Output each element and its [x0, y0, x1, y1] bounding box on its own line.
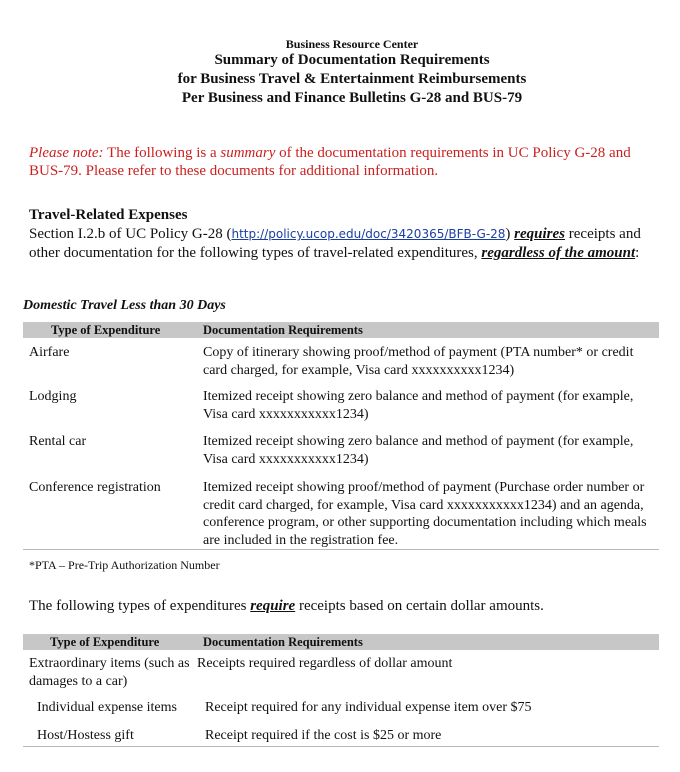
note-text-a: The following is a [103, 145, 221, 161]
dollar-col-docs: Documentation Requirements [203, 635, 363, 649]
domestic-col-type: Type of Expenditure [51, 323, 161, 337]
regardless-emphasis: regardless of the amount [481, 244, 636, 261]
dollar-text-b: receipts based on certain dollar amounts. [295, 598, 544, 614]
row-type: Rental car [29, 434, 87, 449]
dollar-text-a: The following types of expenditures [29, 598, 251, 614]
row-requirement: Itemized receipt showing zero balance and method of payment (for example, Visa card xxxxxxxxxxx1234) [203, 389, 634, 422]
row-requirement: Copy of itinerary showing proof/method of payment (PTA number* or credit card charged, for example, Visa card xxxxxxxxxx1234) [203, 345, 634, 378]
row-type: Individual expense items [37, 700, 177, 715]
row-type: Lodging [29, 389, 77, 404]
row-requirement: Receipt required for any individual expense item over $75 [205, 700, 532, 715]
row-type: Extraordinary items (such as damages to a car) [29, 656, 190, 689]
require-emphasis: require [250, 598, 296, 614]
table-divider [23, 549, 659, 550]
travel-text-c: receipts and other documentation for the following types of travel-related expenditures, [29, 226, 641, 261]
row-requirement: Itemized receipt showing zero balance and method of payment (for example, Visa card xxxxxxxxxxx1234) [203, 434, 634, 467]
dollar-table-header [23, 634, 659, 650]
travel-section-title: Travel-Related Expenses [29, 207, 188, 223]
travel-section-body [29, 225, 657, 262]
pta-footnote: *PTA – Pre-Trip Authorization Number [29, 558, 220, 572]
please-note-paragraph [29, 144, 659, 180]
note-summary-word: summary [220, 145, 276, 161]
header-line-2: Summary of Documentation Requirements [214, 52, 490, 68]
header-line-4: Per Business and Finance Bulletins G-28 and BUS-79 [181, 90, 523, 106]
row-requirement: Receipt required if the cost is $25 or more [205, 728, 442, 743]
dollar-amount-paragraph [29, 598, 544, 615]
row-requirement: Receipts required regardless of dollar amount [197, 656, 453, 671]
domestic-travel-subheading: Domestic Travel Less than 30 Days [23, 298, 226, 313]
table-divider [23, 746, 659, 747]
policy-link[interactable]: http://policy.ucop.edu/doc/3420365/BFB-G-28 [231, 227, 506, 241]
requires-emphasis: requires [514, 226, 566, 242]
dollar-col-type: Type of Expenditure [50, 635, 160, 649]
row-type: Conference registration [29, 480, 161, 495]
header-line-3: for Business Travel & Entertainment Reimbursements [177, 71, 527, 87]
domestic-table-header [23, 322, 659, 338]
header-line-1: Business Resource Center [285, 37, 419, 51]
travel-text-b: ) [505, 226, 515, 242]
travel-text-a: Section I.2.b of UC Policy G-28 ( [29, 226, 232, 242]
domestic-col-docs: Documentation Requirements [203, 323, 363, 337]
row-type: Airfare [29, 345, 70, 360]
travel-text-d: : [635, 244, 640, 261]
note-text-b: of the documentation requirements in UC Policy G-28 and BUS-79. Please refer to these documents for additional information. [29, 145, 631, 179]
row-type: Host/Hostess gift [37, 728, 134, 743]
note-lead: Please note: [29, 145, 104, 161]
row-requirement: Itemized receipt showing proof/method of payment (Purchase order number or credit card charged, for example, Visa card xxxxxxxxxxx1234) and an agenda, conference program, or other supporting documentation including which meals are included in the registration fee. [203, 480, 647, 548]
